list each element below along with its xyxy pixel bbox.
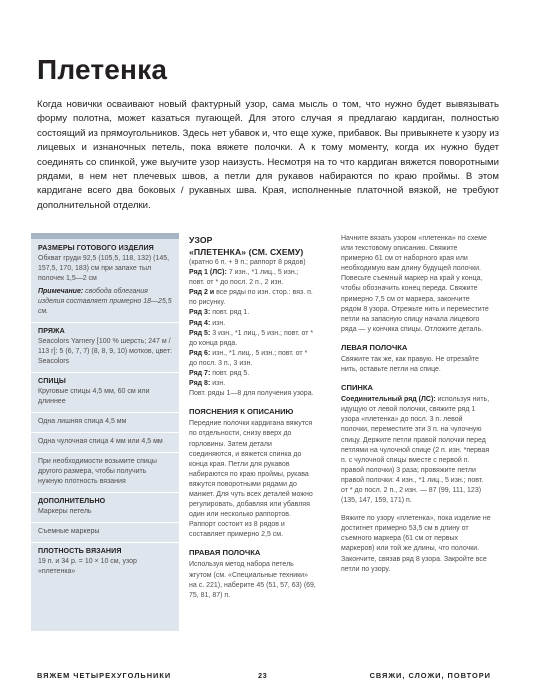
pattern-row: Ряд 7: повт. ряд 5. [189,370,250,378]
divider [31,372,179,373]
needles-item: Одна чулочная спица 4 мм или 4,5 мм [38,438,163,445]
pattern-heading: УЗОР [189,235,213,245]
right-front-heading: ПРАВАЯ ПОЛОЧКА [189,548,261,558]
note-text: свобода облегания изделия составляет примерно 18—25,5 см. [38,288,172,315]
intro-text [37,98,499,213]
footer-section-title: ВЯЖЕМ ЧЕТЫРЕХУГОЛЬНИКИ [37,671,172,680]
explanation-heading: ПОЯСНЕНИЯ К ОПИСАНИЮ [189,407,294,417]
divider [31,542,179,543]
pattern-row: Ряд 8: изн. [189,380,226,388]
needles-heading: СПИЦЫ [38,377,66,385]
join-row: Соединительный ряд (ЛС): используя нить, идущую от левой полочки, свяжите ряд 1 узора «плетенка» до посл. 3 п. левой полочки, переместите эти 3 п. на чулочную спицу. Держите петли правой полочки перед петлями на чулочной спице (2 п. изн. *первая п. с чулочной спицы вместе с первой п. правой полочки) 3 раза; провяжите петли правой полочки: 4 изн., *1 лиц., 5 изн.; повт. от * до посл. 2 п., 2 изн. — 87 (99, 111, 123) (135, 147, 159, 171) п. [341,396,490,505]
divider [31,492,179,493]
divider [31,322,179,323]
pattern-row: Ряд 4: изн. [189,319,226,327]
pattern-intro: (кратно 6 п. + 9 п.; раппорт 8 рядов) [189,259,306,266]
explanation-text: Передние полочки кардигана вяжутся по отдельности, снизу вверх до горловины. Затем детали соединяются, и вяжется спинка до конца края. Петли для рукавов набираются по краю проймы, рукава вяжутся поворотными рядами до манжет. Для чуть всех деталей можно регулировать, добавляя или убавляя один или несколько раппортов. Раппорт состоит из 8 рядов и составляет примерно 2,5 см. [189,420,313,539]
pattern-row: Ряд 1 (ЛС): 7 изн., *1 лиц., 5 изн.; повт. от * до посл. 2 п., 2 изн. [189,269,299,287]
page-title: Плетенка [37,54,168,85]
needles-item: Одна лишняя спица 4,5 мм [38,418,127,425]
yarn-heading: ПРЯЖА [38,327,65,335]
size-text: Обхват груди 92,5 (105,5, 118, 132) (145, 157,5, 170, 183) см при запахе тыл полочек 1,5—2 см [38,255,170,282]
right-column [341,234,491,575]
needles-item: Круговые спицы 4,5 мм, 60 см или длиннее [38,388,150,405]
pattern-row: Ряд 6: изн., *1 лиц., 5 изн.; повт. от * до посл. 3 п., 3 изн. [189,349,308,367]
divider [31,412,179,413]
notions-item: Маркеры петель [38,508,92,515]
right-front-text: Используя метод набора петель жгутом (см. «Специальные техники» на с. 221), наберите 45 (51, 57, 63) (69, 75, 81, 87) п. [189,561,316,599]
notions-item: Съемные маркеры [38,528,100,535]
divider [31,432,179,433]
pattern-row: Ряд 3: повт. ряд 1. [189,309,250,317]
right-front-continued: Начните вязать узором «плетенка» по схеме или текстовому описанию. Свяжите примерно 61 см от наборного края или необходимую вам длину будущей полочки. Повесьте съемный маркер на край у конца, чтобы обозначить конец переда. Свяжите примерно 7,5 см от маркера, закончите рядом 8 узора. Отрежьте нить и переместите петли на запасную спицу начала лицевого ряда — у кончика спицы. Отложите деталь. [341,235,489,333]
pattern-repeat: Повт. ряды 1—8 для получения узора. [189,390,314,398]
page-number: 23 [258,671,268,680]
size-heading: РАЗМЕРЫ ГОТОВОГО ИЗДЕЛИЯ [38,244,154,252]
pattern-row: Ряд 5: 3 изн., *1 лиц., 5 изн.; повт. от * до конца ряда. [189,329,314,347]
middle-column [189,234,316,601]
notions-heading: ДОПОЛНИТЕЛЬНО [38,497,106,505]
pattern-subheading: «ПЛЕТЕНКА» (СМ. СХЕМУ) [189,247,304,257]
sidebar-box [31,233,179,631]
needles-item: При необходимости возьмите спицы другого размера, чтобы получить нужную плотность вязания [38,458,157,485]
gauge-heading: ПЛОТНОСТЬ ВЯЗАНИЯ [38,547,122,555]
intro-paragraph: Когда новички осваивают новый фактурный узор, сама мысль о том, что нужно будет вывязывать форму полотна, может казаться пугающей. Для этого случая я предлагаю кардиган, полностью состоящий из прямоугольников. Здесь нет убавок и, что еще хуже, прибавок. Вы привыкнете к узору из лицевых и изнаночных петель, пока вяжете полочки. А к тому моменту, когда их нужно будет соединять со спинкой, уже выучите узор наизусть. Несмотря на то что кардиган вяжется поворотными рядами, в нем нет плечевых швов, а петли для рукавов набираются по краю проймы. В этом кардигане всего два боковых / рукавных шва. Края, исполненные платочной вязкой, не требуют дополнительной отделки. [37,99,499,211]
back-heading: СПИНКА [341,383,374,393]
note-label: Примечание: [38,288,84,295]
back-text: Вяжите по узору «плетенка», пока изделие не достигнет примерно 53,5 см в длину от съемного маркера (61 см от первых маркеров) или той же длины, что полочки. Закончите, связав ряд 8 узора. Закройте все петли по узору. [341,515,491,573]
pattern-row: Ряд 2 и все ряды по изн. стор.: вяз. п. по рисунку. [189,289,313,307]
footer-book-title: СВЯЖИ, СЛОЖИ, ПОВТОРИ [369,671,491,680]
gauge-text: 19 п. и 34 р. = 10 × 10 см, узор «плетенка» [38,558,137,575]
note [38,287,172,317]
divider [31,452,179,453]
yarn-text: Seacolors Yarnery [100 % шерсть; 247 м / 113 г]: 5 (6, 7, 7) (8, 8, 9, 10) мотков, цвет: Seacolors [38,338,172,365]
left-front-heading: ЛЕВАЯ ПОЛОЧКА [341,342,408,352]
left-front-text: Свяжите так же, как правую. Не отрезайте нить, оставьте петли на спице. [341,355,479,374]
divider [31,522,179,523]
